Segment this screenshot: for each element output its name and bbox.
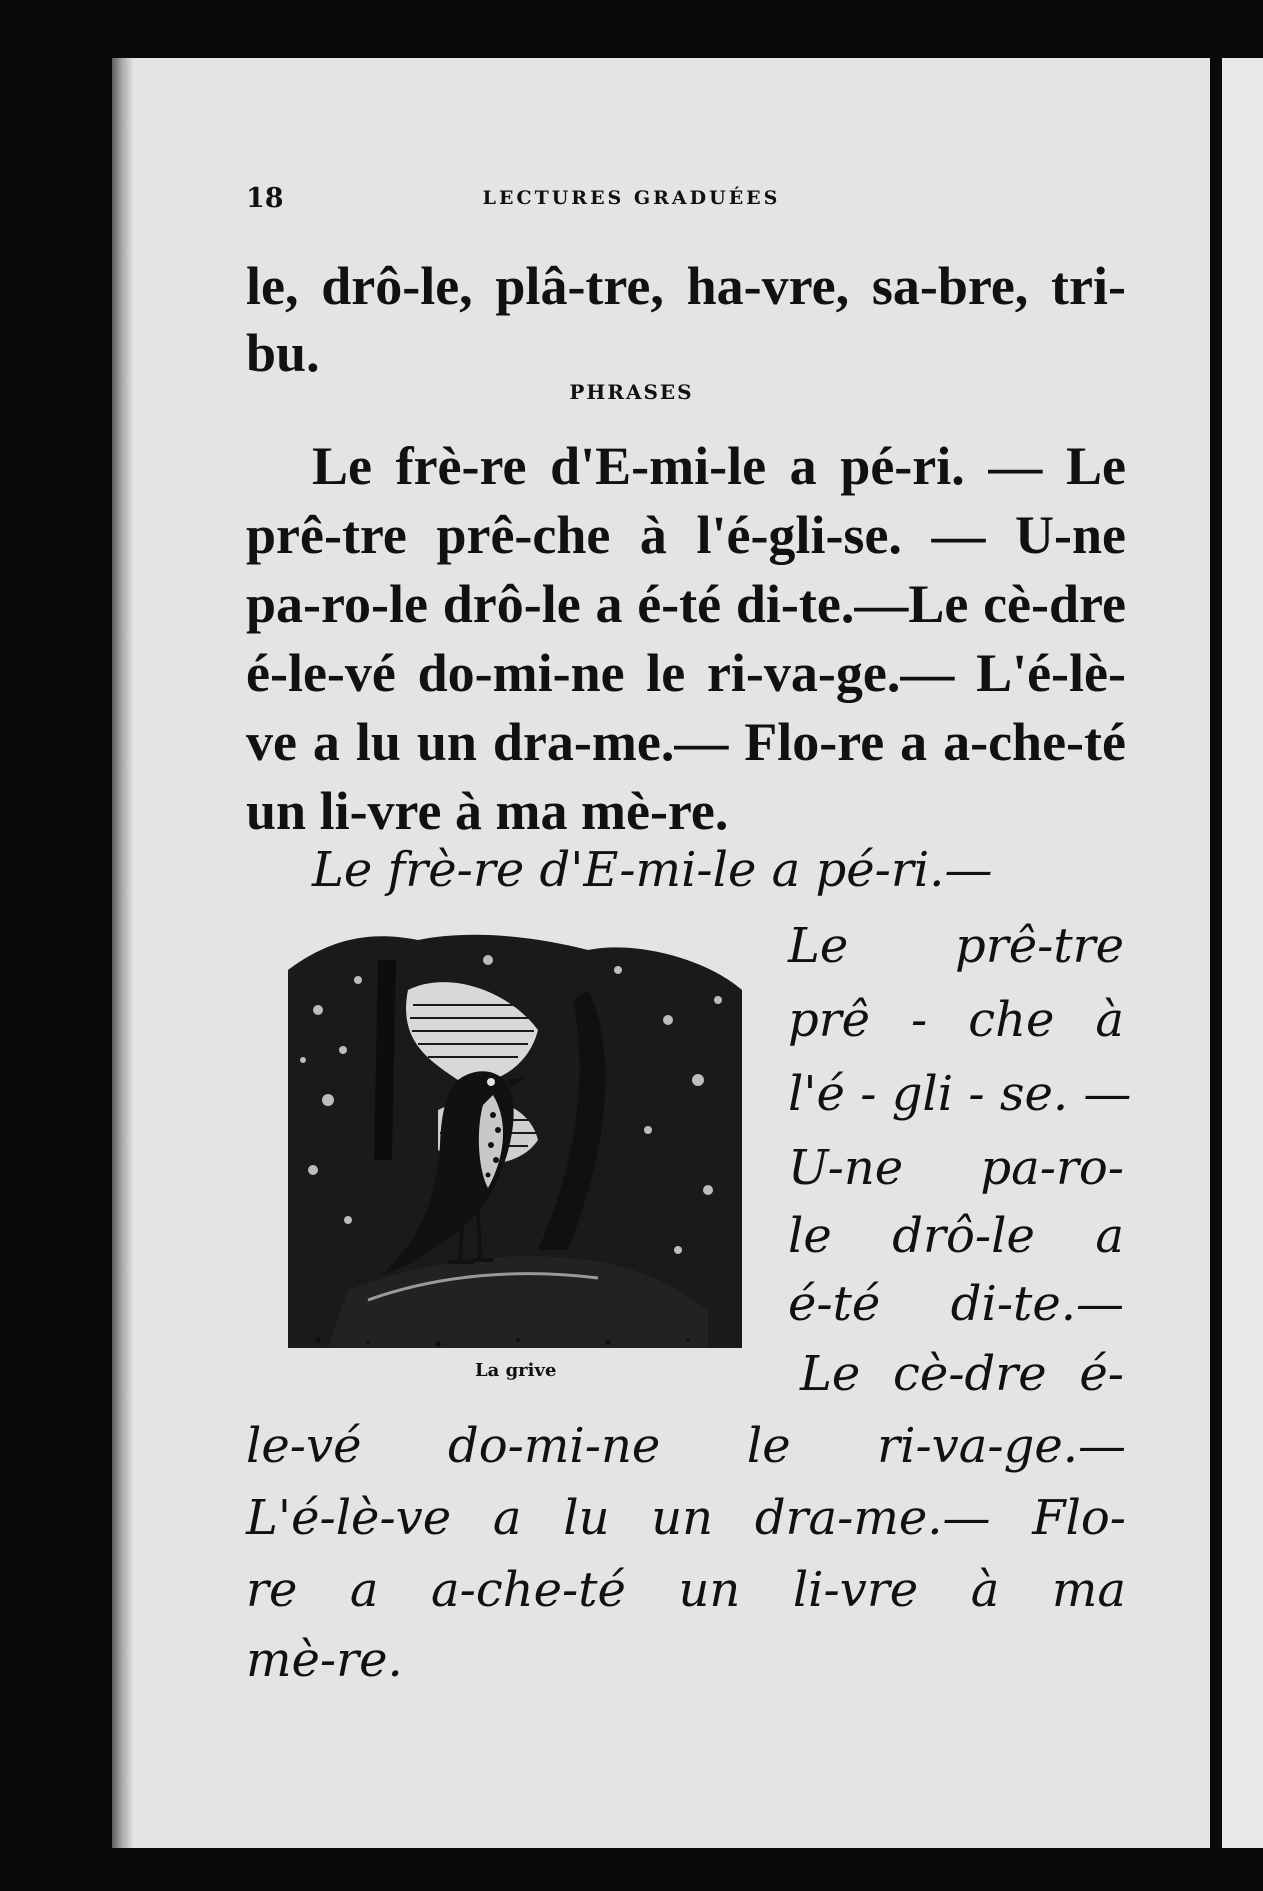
phrase-line-3: pa-ro-le drô-le a é-té di-te.—Le cè-dre [246, 574, 1126, 634]
script-line-6: le drô-le a [788, 1208, 1124, 1264]
script-line-3: prê - che à [788, 992, 1124, 1048]
script-line-9: le-vé do-mi-ne le ri-va-ge.— [246, 1418, 1126, 1474]
text-line-top-1: le, drô-le, plâ-tre, ha-vre, sa-bre, tri- [246, 256, 1126, 316]
section-title: PHRASES [569, 380, 694, 404]
script-line-1: Le frè-re d'E-mi-le a pé-ri.— [312, 842, 993, 898]
running-title: LECTURES GRADUÉES [482, 187, 781, 209]
gutter [1210, 58, 1222, 1848]
text-line-top-2: bu. [246, 323, 320, 383]
phrase-line-4: é-le-vé do-mi-ne le ri-va-ge.— L'é-lè- [246, 643, 1126, 703]
script-line-11: re a a-che-té un li-vre à ma [246, 1562, 1126, 1618]
book-spine-shadow [112, 58, 134, 1848]
phrase-line-5: ve a lu un dra-me.— Flo-re a a-che-té [246, 712, 1126, 772]
script-line-7: é-té di-te.— [788, 1276, 1124, 1332]
phrase-line-6: un li-vre à ma mè-re. [246, 781, 729, 841]
script-line-12: mè-re. [246, 1632, 403, 1688]
script-line-2: Le prê-tre [788, 918, 1124, 974]
script-line-8: Le cè-dre é- [800, 1346, 1124, 1402]
phrase-line-2: prê-tre prê-che à l'é-gli-se. — U-ne [246, 505, 1126, 565]
script-line-4: l'é - gli - se. — [788, 1066, 1132, 1122]
script-line-5: U-ne pa-ro- [788, 1140, 1124, 1196]
script-line-10: L'é-lè-ve a lu un dra-me.— Flo- [246, 1490, 1126, 1546]
illustration-caption: La grive [475, 1360, 557, 1381]
phrase-line-1: Le frè-re d'E-mi-le a pé-ri. — Le [312, 436, 1126, 496]
facing-page-edge [1222, 58, 1263, 1848]
page-number: 18 [246, 183, 284, 214]
thrush-engraving-icon [288, 930, 742, 1348]
